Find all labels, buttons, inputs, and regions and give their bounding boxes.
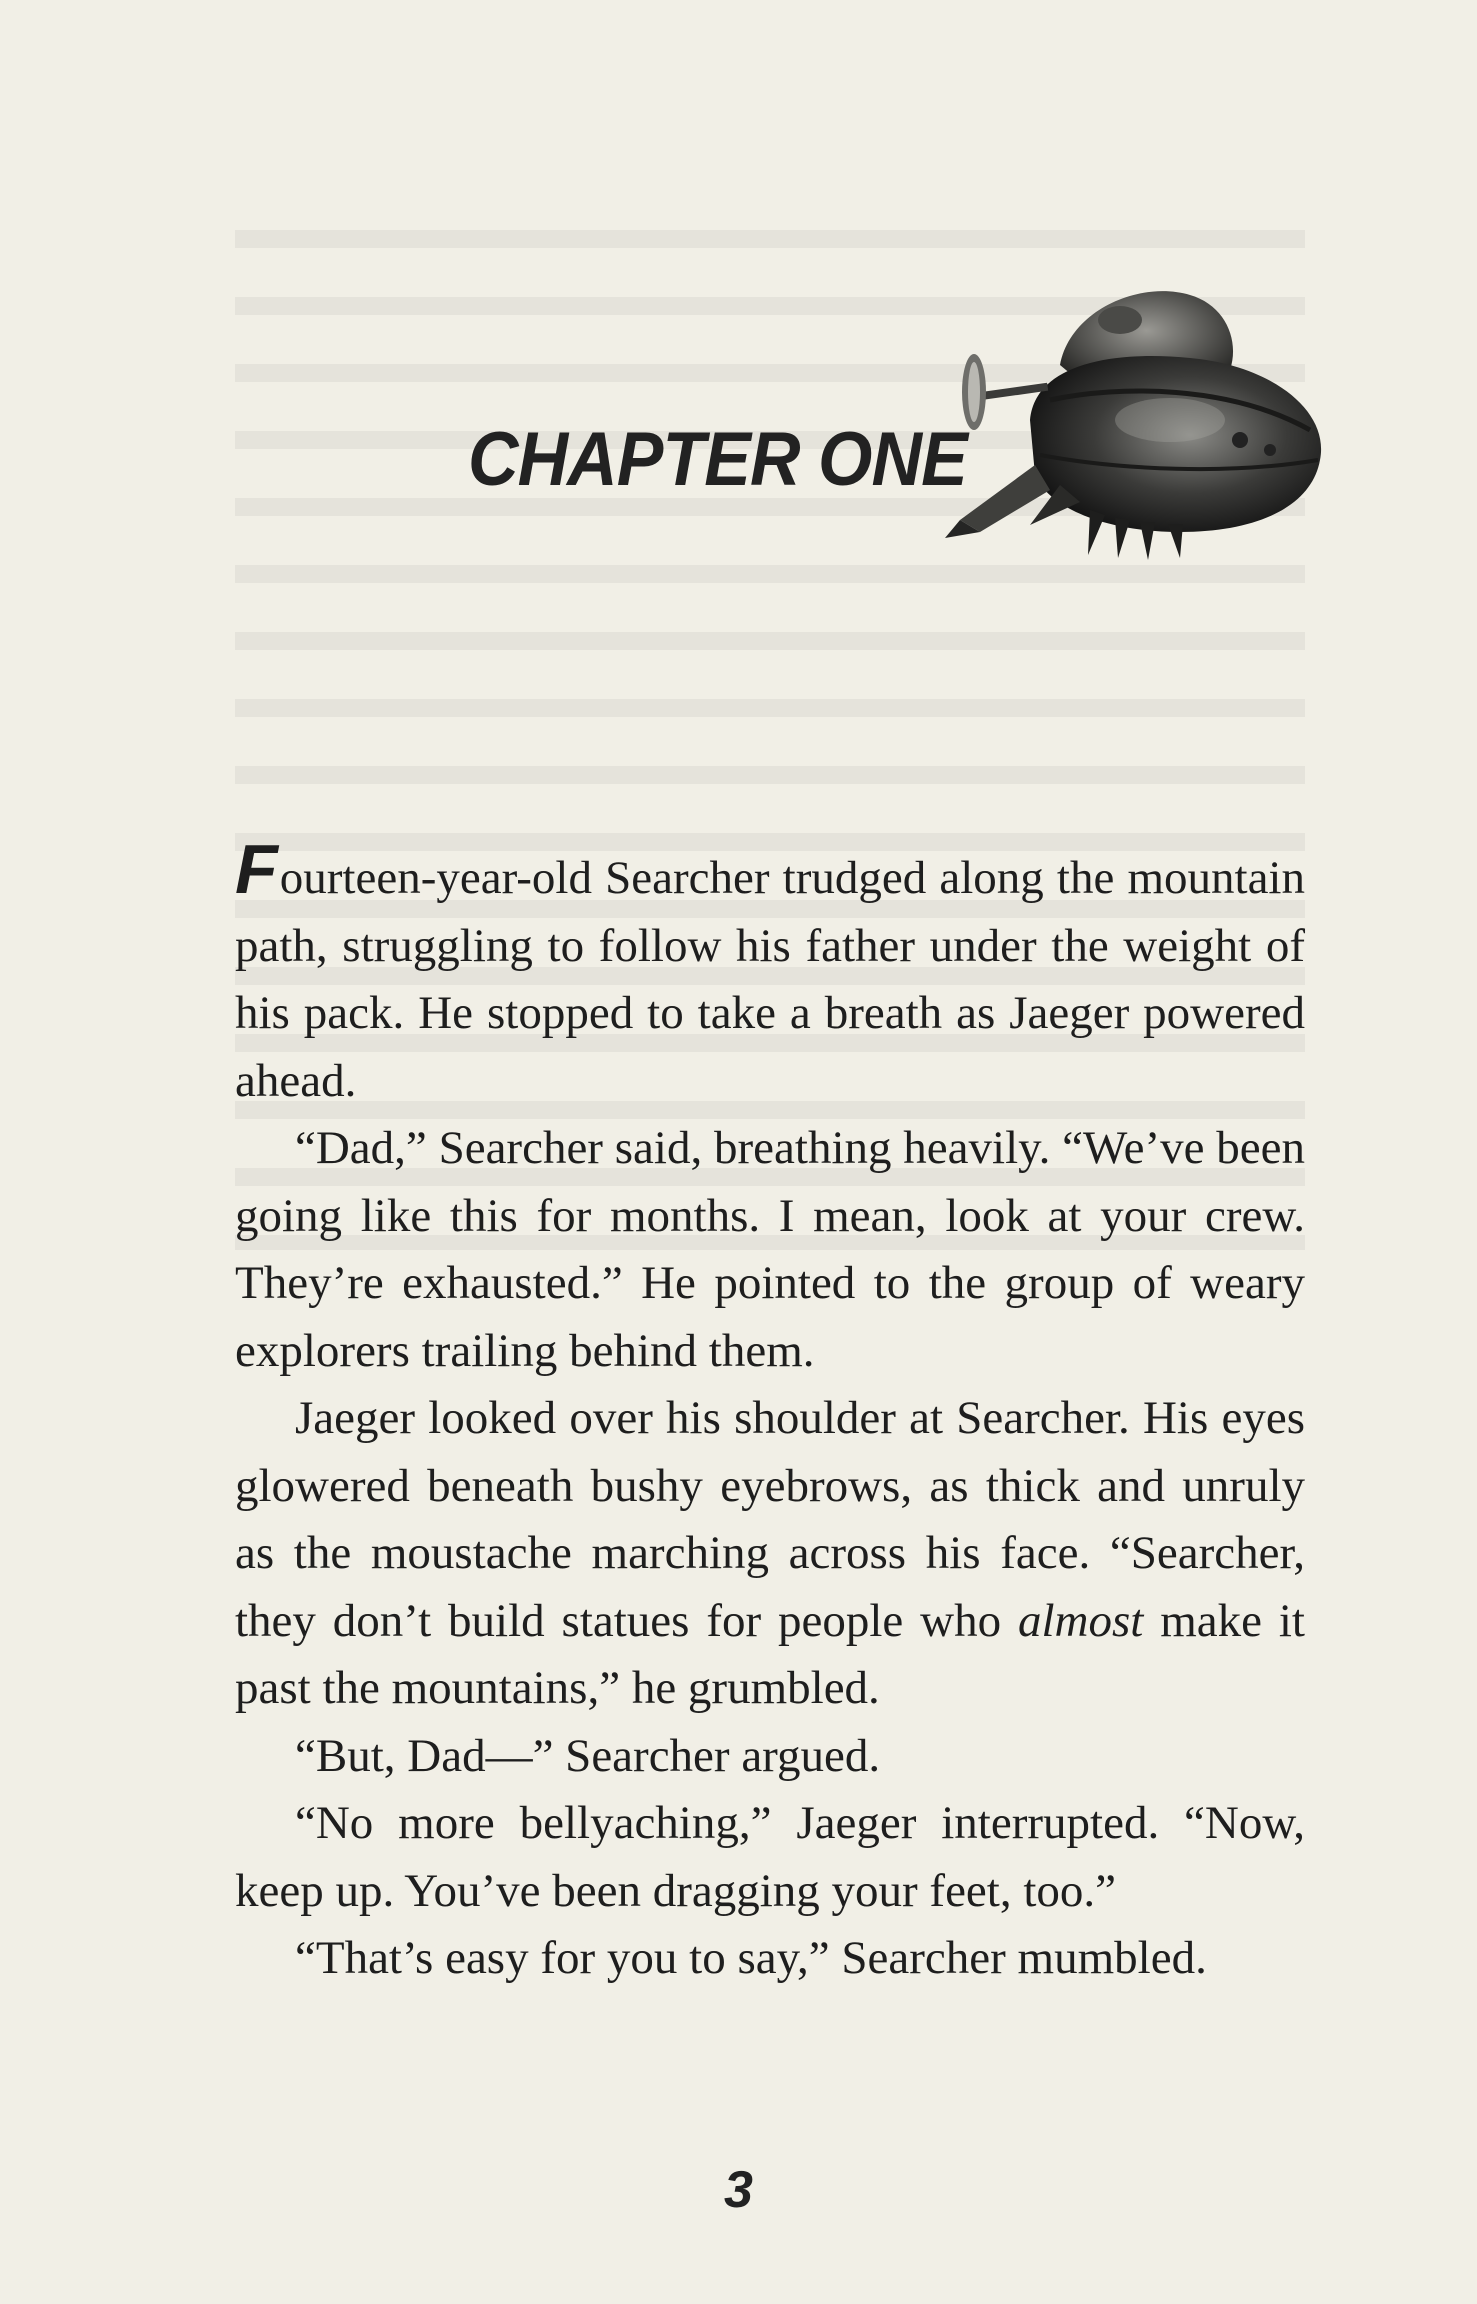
paragraph-5: “No more bellyaching,” Jaeger interrupted. “Now, keep up. You’ve been dragging your feet, too.” [235,1797,1305,1917]
drop-cap: F [235,830,278,908]
chapter-title: CHAPTER ONE [468,417,967,502]
paragraph-3-text-a: Jaeger looked over his shoulder at Searcher. His eyes glowered beneath bushy eyebrows, as thick and unruly as the moustache marching across his face. “Searcher, they don’t build statues for people who [235,1392,1305,1647]
paragraph-2: “Dad,” Searcher said, breathing heavily. “We’ve been going like this for months. I mean, look at your crew. They’re exhausted.” He pointed to the group of weary explorers trailing behind them. [235,1122,1305,1377]
airship-icon [940,270,1325,560]
chapter-body [235,830,1305,1993]
paragraph-3 [235,1385,1305,1723]
emphasis-almost: almost [1017,1594,1144,1647]
paragraph-1 [235,830,1305,1115]
paragraph-1-text: ourteen-year-old Searcher trudged along the mountain path, struggling to follow his father under the weight of his pack. He stopped to take a breath as Jaeger powered ahead. [235,852,1305,1107]
paragraph-6: “That’s easy for you to say,” Searcher mumbled. [295,1932,1207,1984]
paragraph-3-text-b: make it past the mountains,” he grumbled. [235,1594,1305,1714]
page-number: 3 [724,2161,753,2219]
paragraph-4: “But, Dad—” Searcher argued. [295,1729,881,1782]
